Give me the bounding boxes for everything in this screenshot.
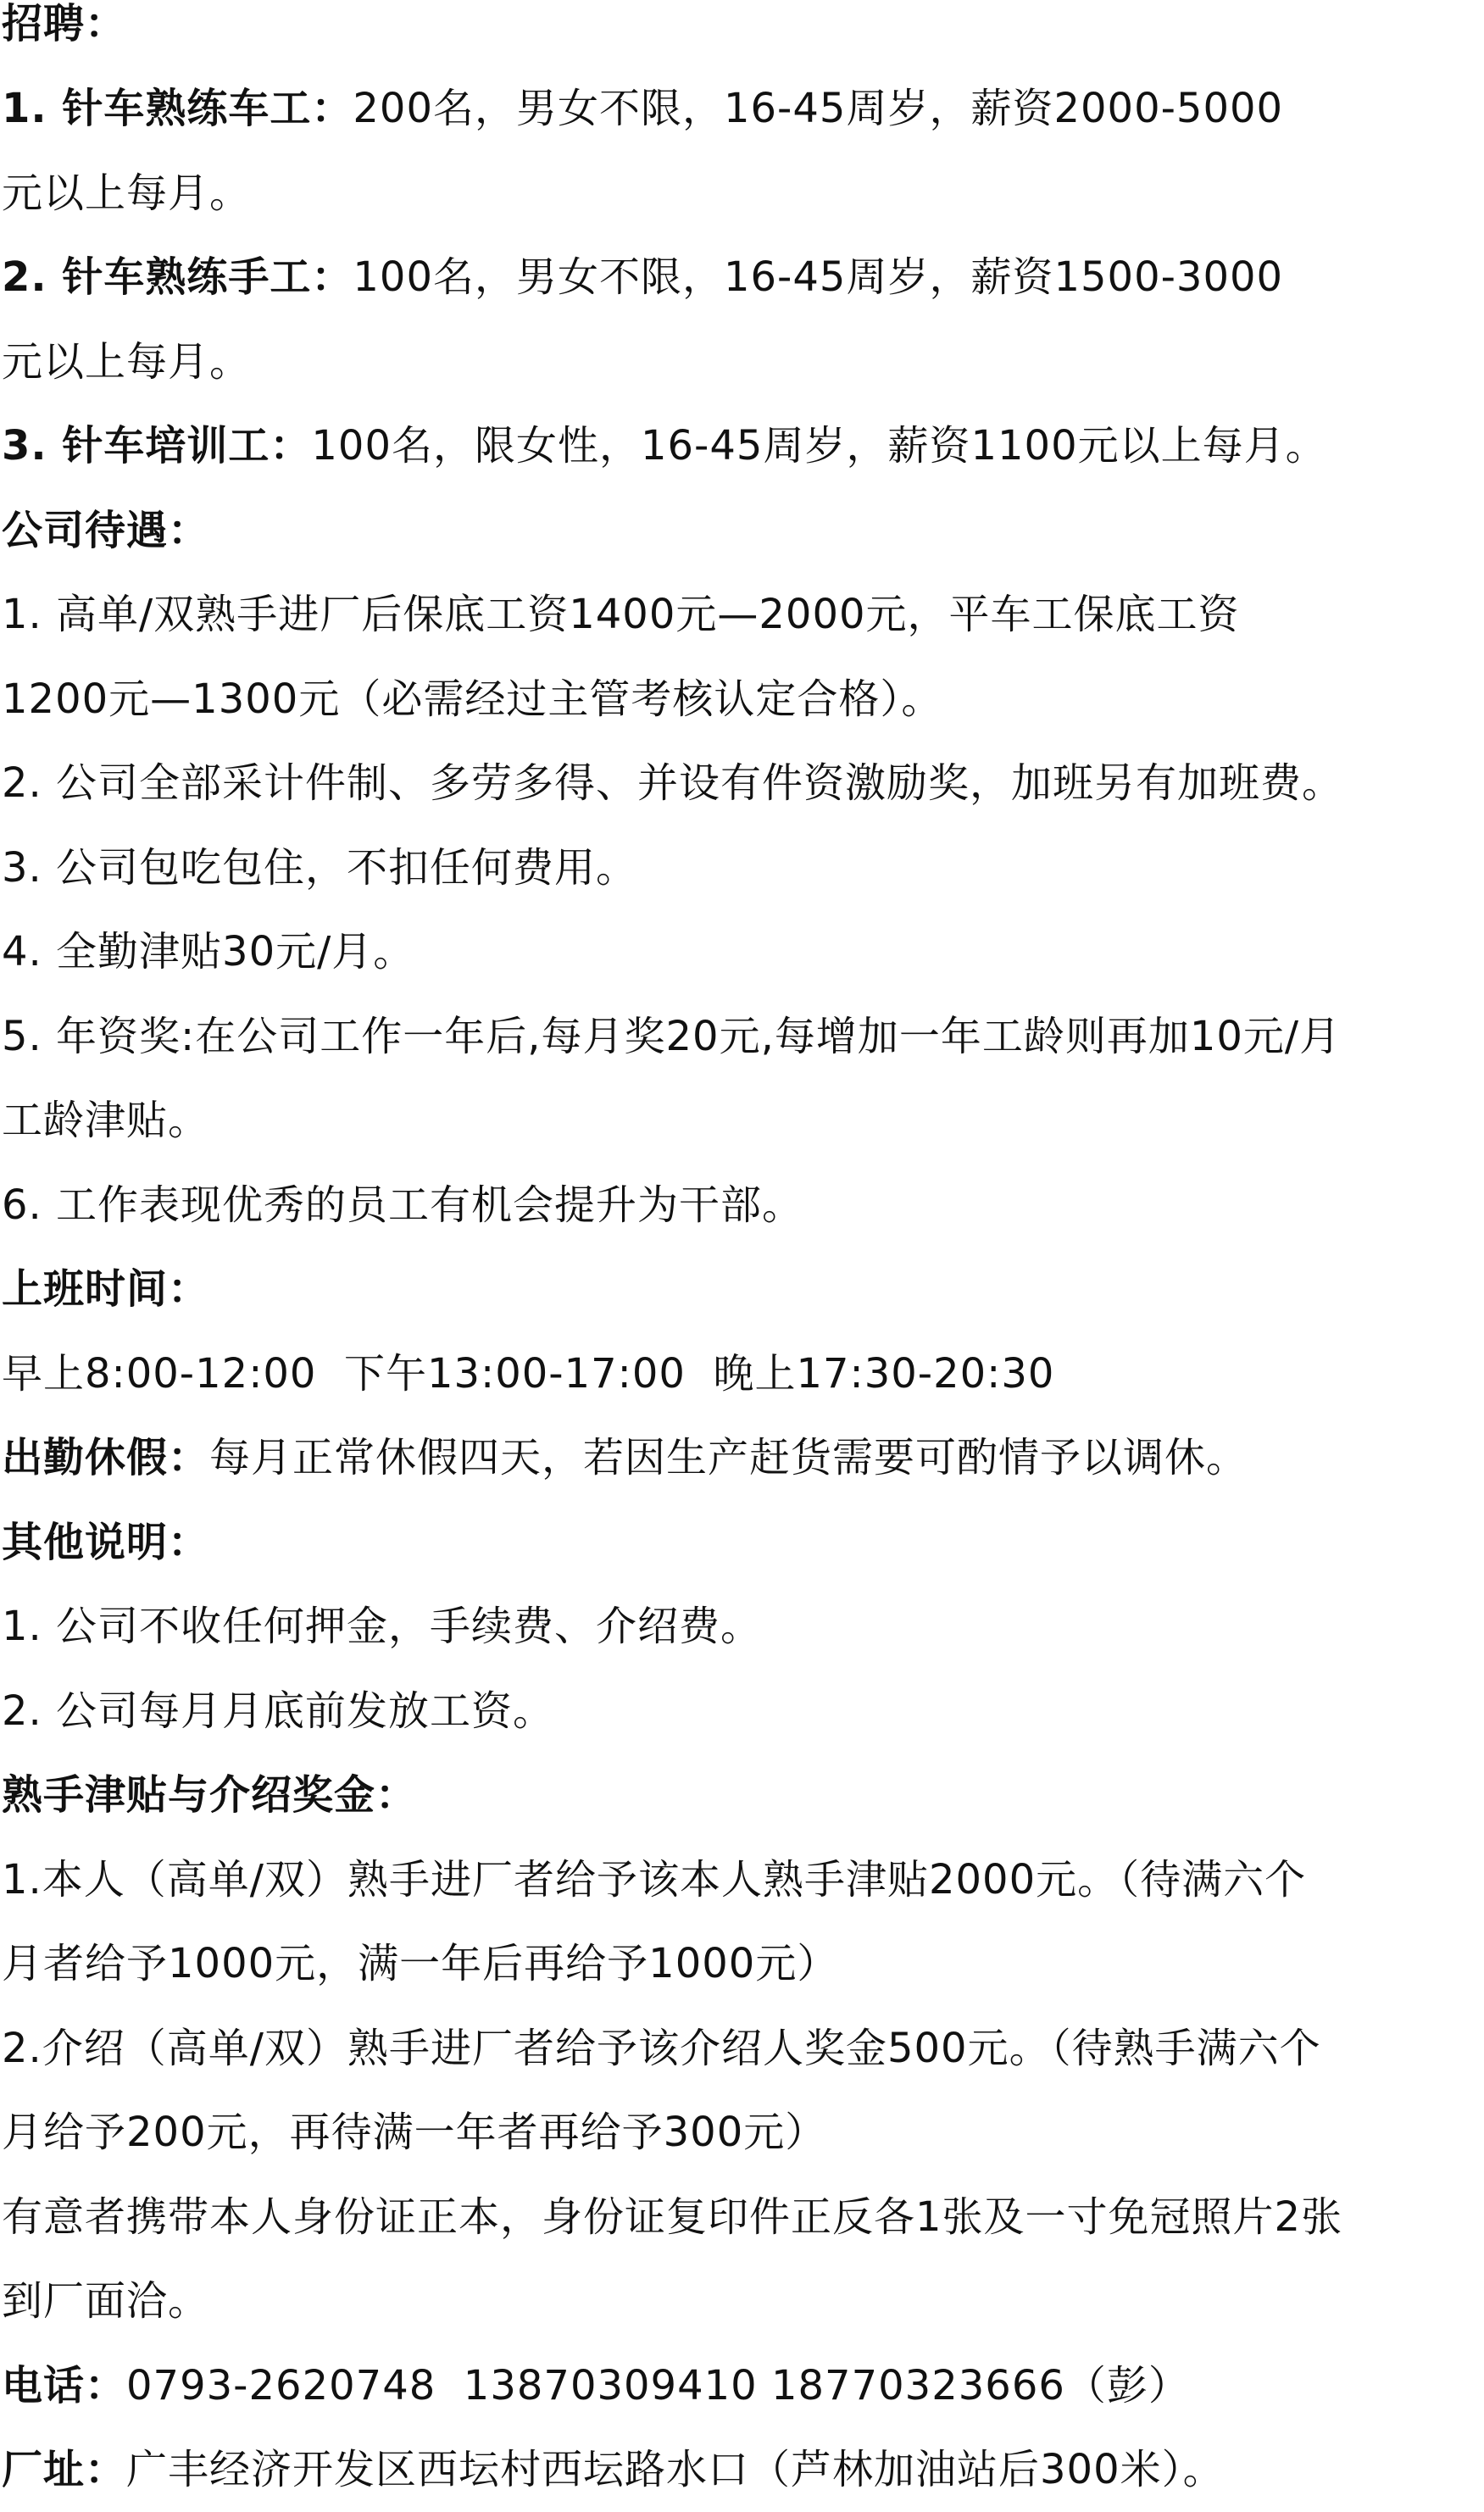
job-detail-1-cont: 元以上每月。: [2, 170, 252, 217]
address-line: [2, 2427, 1481, 2512]
address-text: 广丰经济开发区西坛村西坛路水口（芦林加油站后300米）。: [126, 2446, 1225, 2493]
bonus-line-4: 月给予200元，再待满一年者再给予300元）: [2, 2109, 827, 2156]
benefit-line-2: 1200元—1300元（必需经过主管考核认定合格）。: [2, 675, 943, 723]
address-label: 厂址：: [2, 2446, 127, 2493]
other-line-1: 1. 公司不收任何押金，手续费、介绍费。: [2, 1603, 763, 1650]
job-detail-2: 100名，男女不限，16-45周岁，薪资1500-3000: [353, 253, 1284, 301]
bonus-line-2: 月者给予1000元，满一年后再给予1000元）: [2, 1940, 839, 1987]
bonus-line-1: 1.本人（高单/双）熟手进厂者给予该本人熟手津贴2000元。（待满六个: [2, 1856, 1307, 1903]
benefit-line-5: 4. 全勤津贴30元/月。: [2, 928, 415, 975]
bonus-heading: 熟手津贴与介绍奖金：: [2, 1771, 418, 1819]
phone-label: 电话：: [2, 2362, 127, 2409]
leave-line: [2, 1415, 1481, 1500]
benefit-line-4: 3. 公司包吃包住，不扣任何费用。: [2, 844, 638, 892]
benefit-line-1: 1. 高单/双熟手进厂后保底工资1400元—2000元，平车工保底工资: [2, 591, 1240, 638]
benefit-line-8: 6. 工作表现优秀的员工有机会提升为干部。: [2, 1181, 804, 1229]
recruit-heading: 招聘：: [2, 0, 127, 47]
bonus-line-5: 有意者携带本人身份证正本，身份证复印件正反各1张及一寸免冠照片2张: [2, 2193, 1343, 2241]
phone-numbers: 0793-2620748 13870309410 18770323666（彭）: [126, 2362, 1190, 2409]
worktime-text: 早上8:00-12:00 下午13:00-17:00 晚上17:30-20:30: [2, 1350, 1055, 1398]
other-heading: 其他说明：: [2, 1519, 210, 1566]
job-item-3: [2, 403, 1481, 488]
phone-line: [2, 2343, 1481, 2428]
worktime-heading: 上班时间：: [2, 1265, 210, 1313]
job-item-2: [2, 235, 1481, 320]
benefit-line-6: 5. 年资奖:在公司工作一年后,每月奖20元,每增加一年工龄则再加10元/月: [2, 1013, 1342, 1060]
benefit-line-7: 工龄津贴。: [2, 1097, 210, 1144]
benefit-line-3: 2. 公司全部采计件制、多劳多得、并设有件资激励奖，加班另有加班费。: [2, 759, 1344, 807]
other-line-2: 2. 公司每月月底前发放工资。: [2, 1687, 555, 1735]
leave-text: 每月正常休假四天，若因生产赶货需要可酌情予以调休。: [209, 1434, 1248, 1481]
job-detail-1: 200名，男女不限，16-45周岁，薪资2000-5000: [353, 85, 1284, 132]
leave-title: 出勤休假：: [2, 1434, 210, 1481]
bonus-line-6: 到厂面洽。: [2, 2277, 210, 2325]
benefits-heading: 公司待遇：: [2, 507, 210, 554]
job-title-1: 1. 针车熟练车工：: [2, 85, 353, 132]
job-detail-2-cont: 元以上每月。: [2, 338, 252, 386]
bonus-line-3: 2.介绍（高单/双）熟手进厂者给予该介绍人奖金500元。（待熟手满六个: [2, 2025, 1321, 2072]
job-title-2: 2. 针车熟练手工：: [2, 253, 353, 301]
job-title-3: 3. 针车培训工：: [2, 422, 312, 470]
job-item-1: [2, 66, 1481, 151]
job-detail-3: 100名，限女性，16-45周岁，薪资1100元以上每月。: [311, 422, 1327, 470]
